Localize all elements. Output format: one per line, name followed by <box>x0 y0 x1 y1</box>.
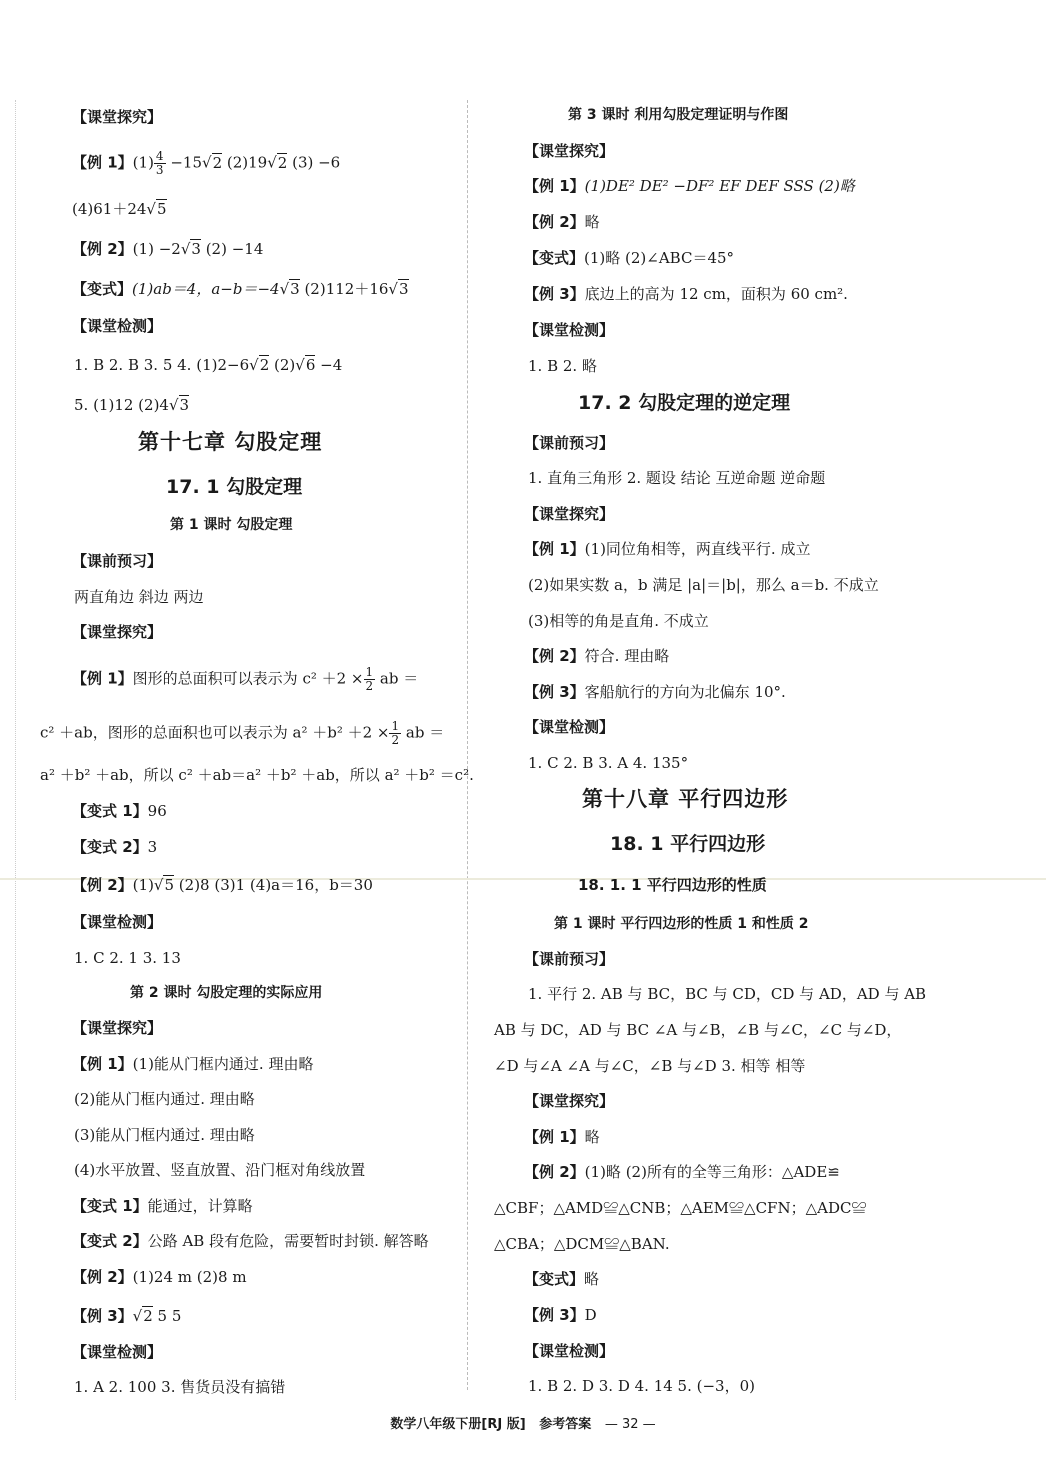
answer-line: 【变式 1】能通过，计算略 <box>72 1197 253 1215</box>
answer-line: ∠D 与∠A ∠A 与∠C，∠B 与∠D 3. 相等 相等 <box>494 1057 806 1075</box>
heading-classroom-explore: 【课堂探究】 <box>524 142 615 160</box>
heading-classroom-explore: 【课堂探究】 <box>72 623 163 641</box>
heading-classroom-check: 【课堂检测】 <box>72 1343 163 1361</box>
heading-classroom-explore: 【课堂探究】 <box>524 505 615 523</box>
section-title: 17. 1 勾股定理 <box>166 476 303 498</box>
answer-line: 【例 3】√2 5 5 <box>72 1307 182 1325</box>
answer-line: 【变式 2】公路 AB 段有危险，需要暂时封锁. 解答略 <box>72 1232 429 1250</box>
heading-preview: 【课前预习】 <box>524 434 615 452</box>
answer-line: (4)水平放置、竖直放置、沿门框对角线放置 <box>74 1161 366 1179</box>
answer-line: 【例 2】(1)24 m (2)8 m <box>72 1268 247 1286</box>
answer-line: 1. C 2. 1 3. 13 <box>74 949 181 967</box>
answer-line: (3)相等的角是直角. 不成立 <box>528 612 709 630</box>
heading-classroom-check: 【课堂检测】 <box>524 1342 615 1360</box>
answer-line: 【变式 1】96 <box>72 802 167 820</box>
answer-line: 【例 2】符合. 理由略 <box>524 647 670 665</box>
column-divider <box>467 100 468 1390</box>
answer-line: 1. 平行 2. AB 与 BC，BC 与 CD，CD 与 AD，AD 与 AB <box>528 985 927 1003</box>
page-number: — 32 — <box>604 1417 656 1432</box>
answer-line: 【例 1】略 <box>524 1128 600 1146</box>
lesson-title: 第 1 课时 勾股定理 <box>170 517 293 533</box>
answer-line: 两直角边 斜边 两边 <box>74 588 204 606</box>
answer-line: 【例 2】(1)略 (2)所有的全等三角形：△ADE≌ <box>524 1163 840 1181</box>
answer-line: (4)61＋24√5 <box>72 200 167 218</box>
heading-classroom-explore: 【课堂探究】 <box>72 1019 163 1037</box>
page-footer <box>0 1413 1046 1432</box>
answer-line: △CBF；△AMD≌△CNB；△AEM≌△CFN；△ADC≌ <box>494 1199 867 1217</box>
chapter-title: 第十七章 勾股定理 <box>138 430 323 454</box>
answer-line: △CBA；△DCM≌△BAN. <box>494 1235 670 1253</box>
answer-line: AB 与 DC，AD 与 BC ∠A 与∠B，∠B 与∠C，∠C 与∠D， <box>494 1021 902 1039</box>
page-edge-line <box>15 100 16 1400</box>
fraction: $\frac{1}{2}$ <box>365 665 374 693</box>
heading-preview: 【课前预习】 <box>524 950 615 968</box>
heading-classroom-explore: 【课堂探究】 <box>524 1092 615 1110</box>
answer-line: 【例 3】D <box>524 1306 597 1324</box>
heading-classroom-check: 【课堂检测】 <box>524 321 615 339</box>
fraction: $\frac{4}{3}$ <box>155 149 164 177</box>
heading-classroom-check: 【课堂检测】 <box>72 913 163 931</box>
answer-line: 1. B 2. D 3. D 4. 14 5. (−3，0) <box>528 1377 755 1395</box>
heading-classroom-explore: 【课堂探究】 <box>72 108 163 126</box>
answer-line: (2)如果实数 a，b 满足 |a|＝|b|，那么 a＝b. 不成立 <box>528 576 879 594</box>
chapter-title: 第十八章 平行四边形 <box>582 787 789 811</box>
section-title: 18. 1 平行四边形 <box>610 833 766 855</box>
answer-line: 1. B 2. B 3. 5 4. (1)2−6√2 (2)√6 −4 <box>74 356 343 374</box>
answer-line: (3)能从门框内通过. 理由略 <box>74 1126 255 1144</box>
subsection-title: 18. 1. 1 平行四边形的性质 <box>578 876 767 894</box>
answer-line: 【例 3】客船航行的方向为北偏东 10°. <box>524 683 786 701</box>
answer-line: 【例 2】(1)√5 (2)8 (3)1 (4)a＝16，b＝30 <box>72 876 373 894</box>
answer-line: 1. A 2. 100 3. 售货员没有搞错 <box>74 1378 286 1396</box>
answer-line: 【例 1】(1)同位角相等，两直线平行. 成立 <box>524 540 811 558</box>
answer-line: a² ＋b² ＋ab，所以 c² ＋ab＝a² ＋b² ＋ab，所以 a² ＋b² ＝c². <box>40 766 474 784</box>
answer-line: 【例 1】(1)DE² DE² −DF² EF DEF SSS (2)略 <box>524 177 855 195</box>
lesson-title: 第 1 课时 平行四边形的性质 1 和性质 2 <box>554 916 809 932</box>
answer-line: 【例 1】图形的总面积可以表示为 c² ＋2 × $\frac{1}{2}$ ab ＝ <box>72 665 419 693</box>
answer-line: 【变式 2】3 <box>72 838 158 856</box>
fraction: $\frac{1}{2}$ <box>391 719 400 747</box>
heading-classroom-check: 【课堂检测】 <box>72 317 163 335</box>
answer-line: 1. 直角三角形 2. 题设 结论 互逆命题 逆命题 <box>528 469 826 487</box>
answer-line: 1. B 2. 略 <box>528 357 597 375</box>
answer-line: 【例 2】(1) −2√3 (2) −14 <box>72 240 264 258</box>
answer-line: c² ＋ab，图形的总面积也可以表示为 a² ＋b² ＋2 × $\frac{1}{2}$ ab ＝ <box>40 719 445 747</box>
section-title: 17. 2 勾股定理的逆定理 <box>578 392 791 414</box>
footer-section: 参考答案 <box>539 1417 592 1432</box>
lesson-title: 第 2 课时 勾股定理的实际应用 <box>130 985 323 1001</box>
answer-line: (2)能从门框内通过. 理由略 <box>74 1090 255 1108</box>
answer-line: 【变式】(1)略 (2)∠ABC＝45° <box>524 249 735 267</box>
answer-line: 【变式】(1)ab＝4，a−b＝−4√3 (2)112＋16√3 <box>72 280 409 298</box>
answer-line: 【变式】略 <box>524 1270 600 1288</box>
answer-line: 【例 2】略 <box>524 213 600 231</box>
heading-preview: 【课前预习】 <box>72 552 163 570</box>
answer-line: 【例 3】底边上的高为 12 cm，面积为 60 cm². <box>524 285 848 303</box>
answer-line: 【例 1】(1)能从门框内通过. 理由略 <box>72 1055 314 1073</box>
lesson-title: 第 3 课时 利用勾股定理证明与作图 <box>568 107 789 123</box>
heading-classroom-check: 【课堂检测】 <box>524 718 615 736</box>
answer-line: 1. C 2. B 3. A 4. 135° <box>528 754 689 772</box>
footer-book: 数学八年级下册[RJ 版] <box>390 1417 526 1432</box>
answer-line: 5. (1)12 (2)4√3 <box>74 396 190 414</box>
answer-line: 【例 1】(1) $\frac{4}{3}$ −15√2 (2)19√2 (3) −6 <box>72 149 341 177</box>
